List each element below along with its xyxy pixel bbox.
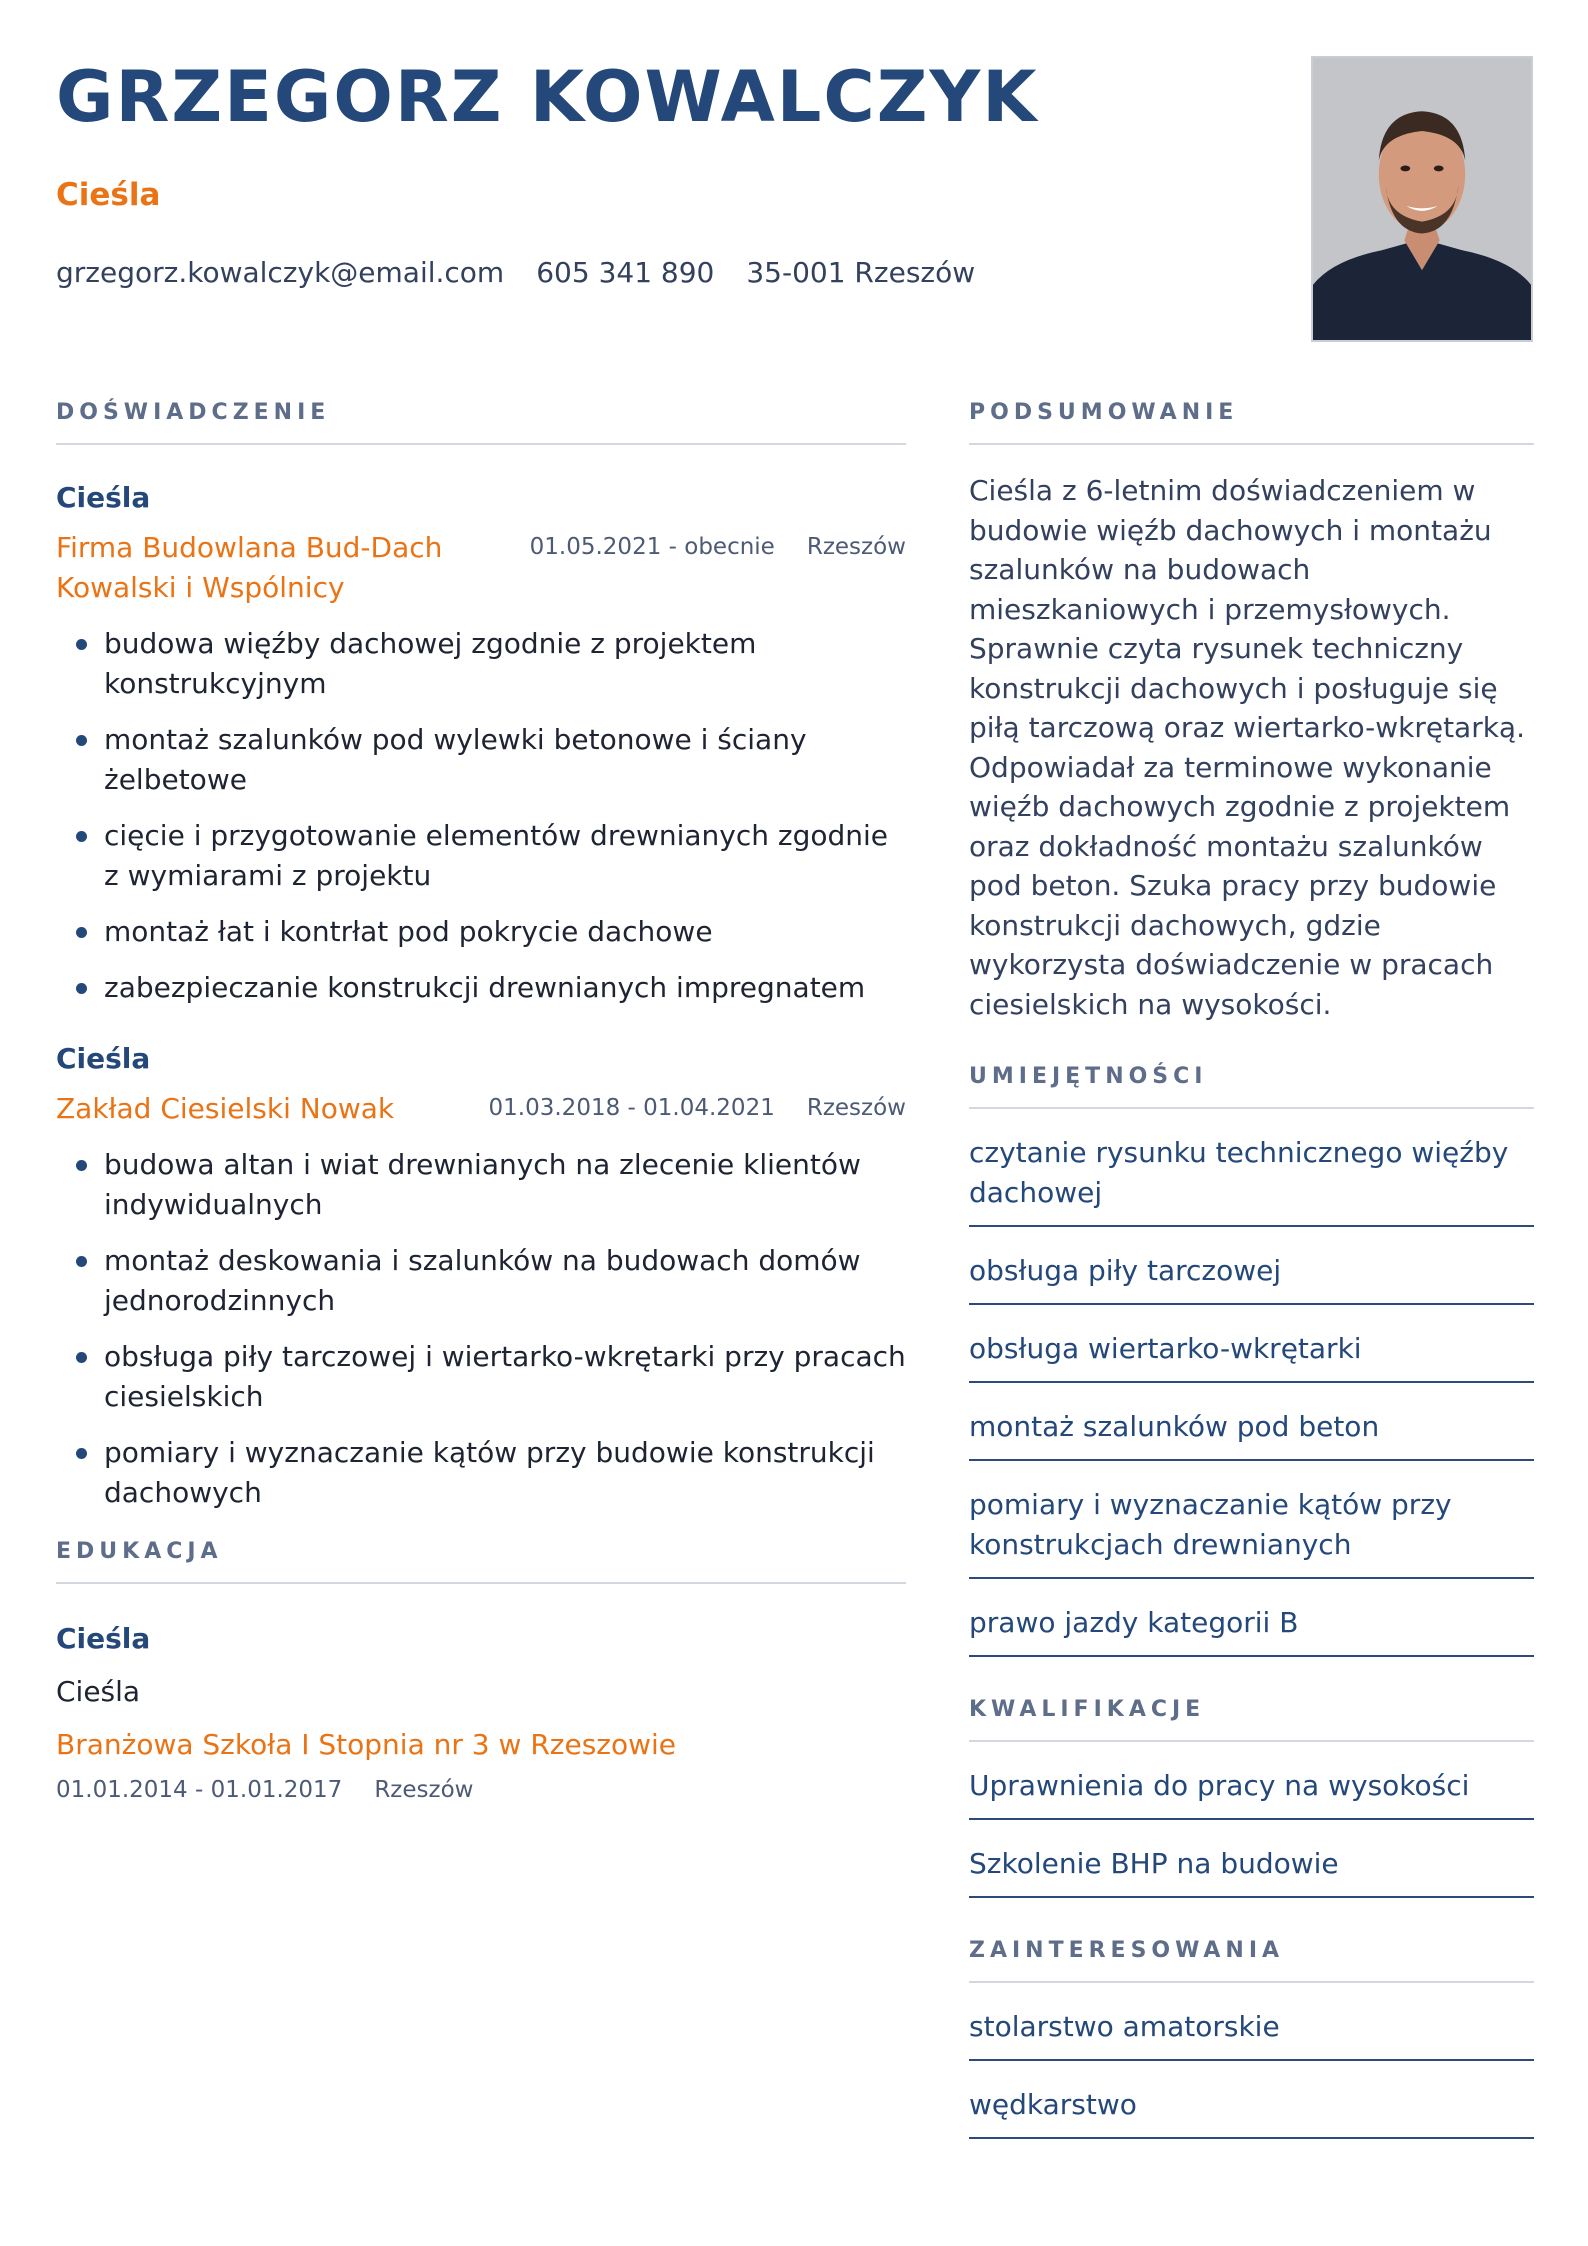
- contact-email: grzegorz.kowalczyk@email.com: [56, 256, 505, 289]
- job-row: [56, 1089, 906, 1129]
- job-meta: [489, 1089, 906, 1129]
- job-dates: 01.03.2018 - 01.04.2021: [488, 1095, 775, 1121]
- skill-item: czytanie rysunku technicznego więźby dachowej: [969, 1109, 1534, 1227]
- education-section-title: EDUKACJA: [56, 1539, 906, 1584]
- job-city: Rzeszów: [806, 534, 906, 560]
- job-bullets: [56, 624, 906, 1008]
- qualifications-section: [969, 1697, 1534, 1898]
- summary-section-title: PODSUMOWANIE: [969, 400, 1534, 445]
- skill-item: obsługa wiertarko-wkrętarki: [969, 1305, 1534, 1383]
- job-bullet: obsługa piły tarczowej i wiertarko-wkrętarki przy pracach ciesielskich: [56, 1337, 906, 1417]
- skill-item: prawo jazdy kategorii B: [969, 1579, 1534, 1657]
- qualification-item: Szkolenie BHP na budowie: [969, 1820, 1534, 1898]
- qualifications-list: [969, 1742, 1534, 1898]
- job-bullet: montaż łat i kontrłat pod pokrycie dachowe: [56, 912, 906, 952]
- job-company: Zakład Ciesielski Nowak: [56, 1092, 395, 1125]
- job-bullet: budowa więźby dachowej zgodnie z projektem konstrukcyjnym: [56, 624, 906, 704]
- job-bullets: [56, 1145, 906, 1513]
- experience-entry: [56, 1042, 906, 1513]
- job-row: [56, 528, 906, 608]
- job-bullet: budowa altan i wiat drewnianych na zlecenie klientów indywidualnych: [56, 1145, 906, 1225]
- profile-photo: [1311, 56, 1533, 342]
- left-column: [56, 400, 906, 1803]
- job-meta: [530, 528, 906, 608]
- interests-section: [969, 1938, 1534, 2139]
- interest-item: wędkarstwo: [969, 2061, 1534, 2139]
- contact-location: 35-001 Rzeszów: [746, 256, 976, 289]
- skill-item: montaż szalunków pod beton: [969, 1383, 1534, 1461]
- contact-phone: 605 341 890: [536, 256, 715, 289]
- right-column: [969, 400, 1534, 2139]
- qualifications-section-title: KWALIFIKACJE: [969, 1697, 1534, 1742]
- education-degree: Cieśla: [56, 1622, 151, 1655]
- candidate-title: Cieśla: [56, 177, 161, 213]
- skills-section-title: UMIEJĘTNOŚCI: [969, 1064, 1534, 1109]
- job-bullet: pomiary i wyznaczanie kątów przy budowie konstrukcji dachowych: [56, 1433, 906, 1513]
- interests-section-title: ZAINTERESOWANIA: [969, 1938, 1534, 1983]
- job-position: Cieśla: [56, 1042, 151, 1075]
- experience-entry: [56, 481, 906, 1008]
- contact-info: [56, 256, 975, 289]
- education-school: Branżowa Szkoła I Stopnia nr 3 w Rzeszowie: [56, 1728, 677, 1761]
- job-city: Rzeszów: [806, 1095, 906, 1121]
- job-bullet: montaż szalunków pod wylewki betonowe i ściany żelbetowe: [56, 720, 906, 800]
- education-section: [56, 1539, 906, 1803]
- job-bullet: zabezpieczanie konstrukcji drewnianych impregnatem: [56, 968, 906, 1008]
- education-dates: 01.01.2014 - 01.01.2017: [56, 1777, 343, 1803]
- job-position: Cieśla: [56, 481, 151, 514]
- education-field: Cieśla: [56, 1675, 141, 1708]
- interest-item: stolarstwo amatorskie: [969, 1983, 1534, 2061]
- skills-section: [969, 1064, 1534, 1657]
- skills-list: [969, 1109, 1534, 1657]
- skill-item: obsługa piły tarczowej: [969, 1227, 1534, 1305]
- job-company: Firma Budowlana Bud-Dach Kowalski i Wspólnicy: [56, 531, 443, 604]
- job-bullet: cięcie i przygotowanie elementów drewnianych zgodnie z wymiarami z projektu: [56, 816, 906, 896]
- education-city: Rzeszów: [374, 1777, 474, 1803]
- summary-text: Cieśla z 6-letnim doświadczeniem w budowie więźb dachowych i montażu szalunków na budowach mieszkaniowych i przemysłowych. Sprawnie czyta rysunek techniczny konstrukcji dachowych i posługuje się piłą tarczową oraz wiertarko-wkrętarką. Odpowiadał za terminowe wykonanie więźb dachowych zgodnie z projektem oraz dokładność montażu szalunków pod beton. Szuka pracy przy budowie konstrukcji dachowych, gdzie wykorzysta doświadczenie w pracach ciesielskich na wysokości.: [969, 474, 1525, 1021]
- experience-section-title: DOŚWIADCZENIE: [56, 400, 906, 445]
- skill-item: pomiary i wyznaczanie kątów przy konstrukcjach drewnianych: [969, 1461, 1534, 1579]
- job-dates: 01.05.2021 - obecnie: [529, 534, 775, 560]
- education-meta: [56, 1777, 906, 1803]
- portrait-image: [1313, 58, 1531, 340]
- interests-list: [969, 1983, 1534, 2139]
- qualification-item: Uprawnienia do pracy na wysokości: [969, 1742, 1534, 1820]
- candidate-name: GRZEGORZ KOWALCZYK: [56, 56, 1039, 138]
- job-bullet: montaż deskowania i szalunków na budowach domów jednorodzinnych: [56, 1241, 906, 1321]
